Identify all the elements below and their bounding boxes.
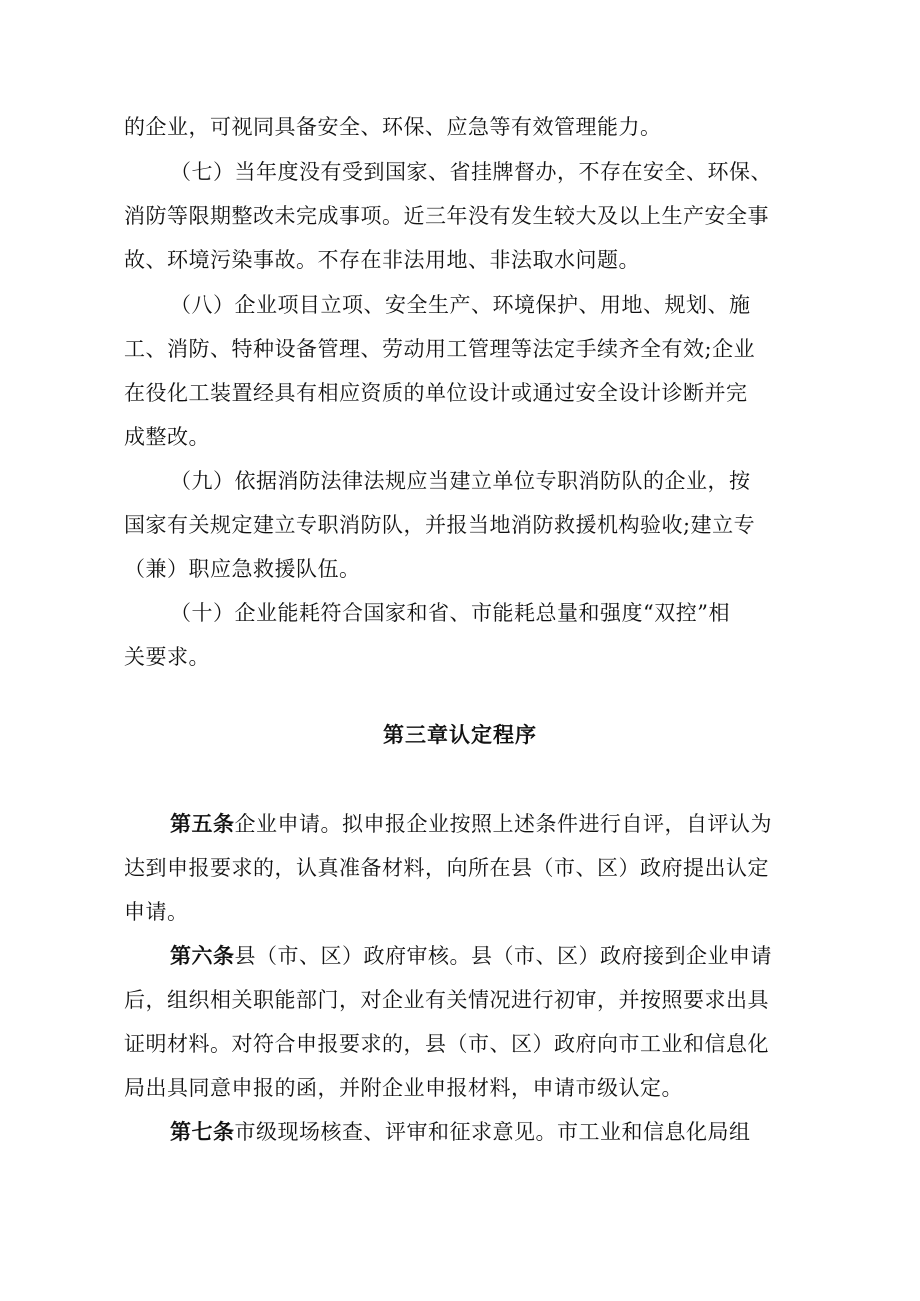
item-9-line-3: （兼）职应急救援队伍。 [124,557,361,581]
article-5-line-1 [0,809,920,839]
paragraph-line: 的企业，可视同具备安全、环保、应急等有效管理能力。 [124,115,662,139]
article-7-text: 市级现场核查、评审和征求意见。市工业和信息化局组 [234,1120,751,1144]
item-7-line-3: 故、环境污染事故。不存在非法用地、非法取水问题。 [124,248,640,272]
article-5-line-3: 申请。 [124,900,189,924]
item-8-line-1: （八）企业项目立项、安全生产、环境保护、用地、规划、施 [170,293,751,317]
item-9-line-2: 国家有关规定建立专职消防队，并报当地消防救援机构验收;建立专 [124,513,756,537]
item-7-line-1: （七）当年度没有受到国家、省挂牌督办，不存在安全、环保、 [170,160,772,184]
article-5-line-2: 达到申报要求的，认真准备材料，向所在县（市、区）政府提出认定 [124,856,769,880]
item-10-line-1: （十）企业能耗符合国家和省、市能耗总量和强度“双控”相 [170,601,730,625]
chapter-heading: 第三章认定程序 [383,723,537,747]
item-7-line-2: 消防等限期整改未完成事项。近三年没有发生较大及以上生产安全事 [124,204,769,228]
item-10-line-2: 关要求。 [124,645,210,669]
article-7-label: 第七条 [170,1120,235,1144]
article-6-line-3: 证明材料。对符合申报要求的，县（市、区）政府向市工业和信息化 [124,1032,769,1056]
article-6-label: 第六条 [170,944,235,968]
article-6-text: 县（市、区）政府审核。县（市、区）政府接到企业申请 [234,944,772,968]
article-5-text: 企业申请。拟申报企业按照上述条件进行自评，自评认为 [234,812,772,836]
item-8-line-4: 成整改。 [124,425,210,449]
item-8-line-2: 工、消防、特种设备管理、劳动用工管理等法定手续齐全有效;企业 [124,337,756,361]
article-7-line-1 [0,1117,920,1147]
article-6-line-1 [0,941,920,971]
article-5-label: 第五条 [170,812,235,836]
article-6-line-4: 局出具同意申报的函，并附企业申报材料，申请市级认定。 [124,1076,683,1100]
item-9-line-1: （九）依据消防法律法规应当建立单位专职消防队的企业，按 [170,469,751,493]
item-8-line-3: 在役化工装置经具有相应资质的单位设计或通过安全设计诊断并完 [124,381,748,405]
article-6-line-2: 后，组织相关职能部门，对企业有关情况进行初审，并按照要求出具 [124,988,769,1012]
